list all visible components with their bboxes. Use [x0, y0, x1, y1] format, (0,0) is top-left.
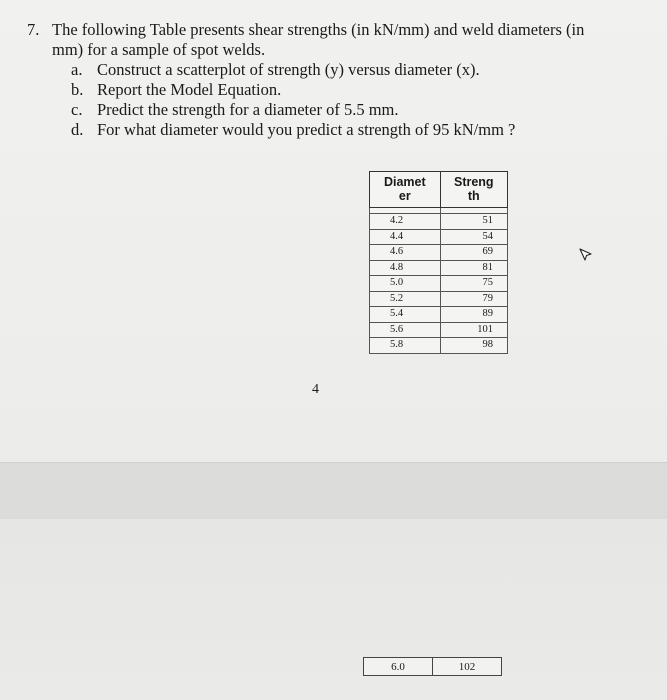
header-diameter-part1: Diamet	[383, 175, 426, 189]
question-text-2: mm) for a sample of spot welds.	[52, 40, 266, 59]
page-separator-band	[0, 462, 667, 520]
part-text: Predict the strength for a diameter of 5.5 mm.	[97, 100, 399, 119]
cell-strength: 69	[440, 245, 507, 261]
continued-table	[363, 657, 502, 676]
question-number: 7.	[27, 20, 40, 39]
table-row	[364, 658, 502, 676]
question-part-d	[71, 120, 637, 140]
cell-strength: 79	[440, 291, 507, 307]
part-text: For what diameter would you predict a strength of 95 kN/mm ?	[97, 120, 516, 139]
cell-strength: 81	[440, 260, 507, 276]
table-row	[370, 229, 508, 245]
cell-strength: 89	[440, 307, 507, 323]
part-letter: b.	[71, 80, 84, 99]
cell-diameter: 4.4	[370, 229, 441, 245]
cell-diameter: 5.6	[370, 322, 441, 338]
question-text-1: The following Table presents shear strengths (in kN/mm) and weld diameters (in	[52, 20, 585, 39]
table-row	[370, 245, 508, 261]
part-text: Report the Model Equation.	[97, 80, 282, 99]
header-diameter-part2: er	[398, 189, 411, 203]
table-header-row	[370, 172, 508, 208]
table-row	[370, 291, 508, 307]
page-number: 4	[312, 382, 319, 397]
cell-strength: 54	[440, 229, 507, 245]
cell-diameter: 5.4	[370, 307, 441, 323]
table-row	[370, 338, 508, 354]
header-strength	[440, 172, 507, 208]
cell-strength: 101	[440, 322, 507, 338]
table-row	[370, 276, 508, 292]
part-text: Construct a scatterplot of strength (y) versus diameter (x).	[97, 60, 480, 79]
header-strength-part2: th	[467, 189, 480, 203]
page-lower	[0, 519, 667, 700]
table-row	[370, 260, 508, 276]
cell-strength: 75	[440, 276, 507, 292]
cell-strength: 51	[440, 214, 507, 230]
header-strength-part1: Streng	[453, 175, 494, 189]
cell-diameter: 5.8	[370, 338, 441, 354]
question-part-b	[71, 80, 637, 100]
cell-strength: 102	[433, 658, 502, 676]
table-row	[370, 214, 508, 230]
header-diameter	[370, 172, 441, 208]
question-part-a	[71, 60, 637, 80]
question-block	[27, 20, 637, 140]
cell-diameter: 4.6	[370, 245, 441, 261]
mouse-pointer-icon	[578, 247, 594, 263]
part-letter: a.	[71, 60, 83, 79]
cell-diameter: 5.0	[370, 276, 441, 292]
part-letter: c.	[71, 100, 83, 119]
cell-diameter: 5.2	[370, 291, 441, 307]
cell-strength: 98	[440, 338, 507, 354]
part-letter: d.	[71, 120, 84, 139]
table-row	[370, 322, 508, 338]
question-part-c	[71, 100, 637, 120]
cell-diameter: 6.0	[364, 658, 433, 676]
weld-data-table	[369, 171, 508, 354]
table-row	[370, 307, 508, 323]
cell-diameter: 4.8	[370, 260, 441, 276]
cell-diameter: 4.2	[370, 214, 441, 230]
question-line-1	[27, 20, 637, 40]
